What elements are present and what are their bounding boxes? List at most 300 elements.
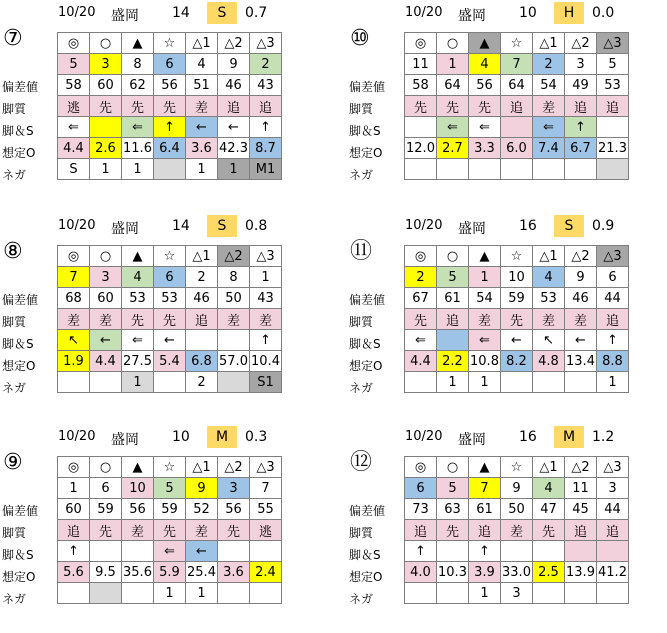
deviation-cell: 51 (186, 75, 218, 96)
negative-cell: 1 (90, 159, 122, 180)
row-label (2, 456, 56, 478)
deviation-cell: 58 (58, 75, 90, 96)
running-style-cell: 先 (90, 520, 122, 541)
row-label (349, 267, 403, 289)
negative-cell: 1 (122, 159, 154, 180)
running-style-cell: 先 (405, 309, 437, 330)
expected-odds-cell: 4.4 (405, 351, 437, 372)
race-number: ⑫ (350, 450, 373, 475)
negative-cell (405, 159, 437, 180)
race-block-10 (347, 0, 667, 208)
race-number: ⑪ (350, 239, 373, 264)
horse-number-cell: 7 (250, 478, 282, 499)
race-header (0, 4, 330, 24)
expected-odds-cell: 10.8 (469, 351, 501, 372)
deviation-cell: 50 (501, 499, 533, 520)
horse-number-row (405, 54, 629, 75)
negative-cell (405, 583, 437, 604)
race-number: ⑩ (350, 26, 370, 51)
row-label: 脚＆S (2, 548, 34, 562)
deviation-cell: 60 (58, 499, 90, 520)
running-style-row (58, 309, 282, 330)
running-style-cell: 先 (533, 520, 565, 541)
race-table (404, 32, 629, 180)
horse-number-cell: 9 (218, 54, 250, 75)
leg-speed-row (58, 117, 282, 138)
leg-speed-cell: ← (186, 541, 218, 562)
horse-number-row (405, 267, 629, 288)
expected-odds-cell: 57.0 (218, 351, 250, 372)
leg-speed-cell (122, 541, 154, 562)
leg-speed-cell (90, 541, 122, 562)
expected-odds-cell: 6.0 (501, 138, 533, 159)
horse-number-cell: 5 (597, 54, 629, 75)
expected-odds-cell: 3.6 (186, 138, 218, 159)
leg-speed-row (405, 541, 629, 562)
race-number: ⑧ (3, 239, 23, 264)
running-style-row (58, 520, 282, 541)
negative-cell (501, 159, 533, 180)
horse-number-row (58, 267, 282, 288)
race-number: ⑨ (3, 450, 23, 475)
mark-cell: ○ (437, 246, 469, 267)
leg-speed-cell (501, 117, 533, 138)
leg-speed-cell: ← (154, 330, 186, 351)
horse-number-cell: 9 (565, 267, 597, 288)
mark-cell: △1 (186, 246, 218, 267)
deviation-cell: 46 (186, 288, 218, 309)
negative-row (405, 159, 629, 180)
expected-odds-cell: 5.6 (58, 562, 90, 583)
running-style-cell: 先 (437, 520, 469, 541)
mark-cell: ▲ (469, 246, 501, 267)
running-style-cell: 差 (58, 309, 90, 330)
deviation-cell: 47 (533, 499, 565, 520)
negative-cell (565, 583, 597, 604)
deviation-cell: 53 (122, 288, 154, 309)
mark-cell: △1 (533, 457, 565, 478)
running-style-row (58, 96, 282, 117)
race-venue: 盛岡 (111, 432, 139, 448)
race-table (57, 245, 282, 393)
mark-cell: △3 (597, 33, 629, 54)
leg-speed-cell (218, 541, 250, 562)
leg-speed-cell (250, 541, 282, 562)
row-label (2, 478, 56, 500)
expected-odds-cell: 42.3 (218, 138, 250, 159)
race-venue: 盛岡 (458, 432, 486, 448)
negative-cell (154, 372, 186, 393)
track-condition-badge: S (207, 215, 237, 237)
race-date: 10/20 (58, 429, 96, 444)
row-label (2, 267, 56, 289)
row-labels (2, 32, 56, 186)
expected-odds-cell: 2.5 (533, 562, 565, 583)
expected-odds-cell: 11.6 (122, 138, 154, 159)
negative-row (58, 583, 282, 604)
track-condition-badge: S (207, 2, 237, 24)
running-style-row (405, 309, 629, 330)
race-venue: 盛岡 (458, 8, 486, 24)
negative-cell: 1 (597, 372, 629, 393)
track-value: 1.2 (592, 429, 615, 445)
negative-cell (597, 583, 629, 604)
row-label: 偏差値 (349, 504, 386, 518)
mark-cell: △3 (250, 457, 282, 478)
mark-cell: △1 (186, 33, 218, 54)
horse-number-cell: 4 (469, 54, 501, 75)
expected-odds-cell: 6.8 (186, 351, 218, 372)
mark-cell: ○ (90, 457, 122, 478)
row-labels (349, 456, 403, 610)
race-block-7 (0, 0, 330, 208)
leg-speed-row (405, 117, 629, 138)
deviation-cell: 59 (154, 499, 186, 520)
expected-odds-cell: 7.4 (533, 138, 565, 159)
expected-odds-cell: 1.9 (58, 351, 90, 372)
horse-number-cell: 10 (122, 478, 154, 499)
mark-cell: △3 (597, 246, 629, 267)
row-label: 想定O (349, 146, 383, 160)
mark-cell: ☆ (154, 246, 186, 267)
mark-cell: ☆ (154, 457, 186, 478)
horse-number-cell: 4 (186, 54, 218, 75)
expected-odds-cell: 3.9 (469, 562, 501, 583)
running-style-cell: 追 (597, 309, 629, 330)
deviation-cell: 60 (90, 288, 122, 309)
leg-speed-cell (597, 117, 629, 138)
leg-speed-cell: ← (501, 330, 533, 351)
leg-speed-cell: ↑ (58, 541, 90, 562)
row-label (2, 32, 56, 54)
expected-odds-cell: 6.7 (565, 138, 597, 159)
track-condition-badge: M (207, 426, 237, 448)
horse-number-cell: 3 (218, 478, 250, 499)
horse-number-cell: 3 (597, 478, 629, 499)
row-label: ネガ (2, 381, 27, 395)
leg-speed-cell: ⇐ (437, 117, 469, 138)
mark-cell: ◎ (58, 246, 90, 267)
row-label: 偏差値 (2, 293, 39, 307)
race-header (347, 428, 667, 448)
running-style-cell: 追 (218, 96, 250, 117)
deviation-row (58, 288, 282, 309)
negative-cell: S1 (250, 372, 282, 393)
row-labels (2, 245, 56, 399)
leg-speed-cell (533, 541, 565, 562)
deviation-row (405, 499, 629, 520)
leg-speed-cell (437, 330, 469, 351)
deviation-cell: 49 (565, 75, 597, 96)
race-date: 10/20 (58, 5, 96, 20)
negative-cell (90, 372, 122, 393)
horse-number-cell: 6 (597, 267, 629, 288)
horse-number-cell: 7 (469, 478, 501, 499)
horse-number-cell: 5 (437, 478, 469, 499)
negative-cell (565, 372, 597, 393)
running-style-row (405, 520, 629, 541)
leg-speed-cell: ← (186, 117, 218, 138)
horse-number-cell: 7 (58, 267, 90, 288)
horse-number-cell: 6 (90, 478, 122, 499)
negative-cell (437, 583, 469, 604)
mark-cell: △1 (533, 246, 565, 267)
mark-cell: △2 (218, 457, 250, 478)
row-label: 想定O (349, 359, 383, 373)
leg-speed-cell: ↑ (597, 330, 629, 351)
mark-cell: △1 (186, 457, 218, 478)
negative-cell: M1 (250, 159, 282, 180)
negative-cell: 1 (218, 159, 250, 180)
expected-odds-cell: 35.6 (122, 562, 154, 583)
mark-cell: ▲ (122, 246, 154, 267)
row-label: 脚質 (349, 315, 374, 329)
horse-number-cell: 4 (533, 267, 565, 288)
leg-speed-cell: ← (90, 330, 122, 351)
horse-number-cell: 11 (565, 478, 597, 499)
race-table (404, 456, 629, 604)
leg-speed-cell: ↑ (154, 117, 186, 138)
mark-cell: △3 (250, 33, 282, 54)
running-style-cell: 先 (122, 309, 154, 330)
deviation-cell: 62 (122, 75, 154, 96)
race-header (347, 217, 667, 237)
race-table (57, 32, 282, 180)
negative-cell: S (58, 159, 90, 180)
negative-cell (597, 159, 629, 180)
negative-cell (154, 159, 186, 180)
track-value: 0.3 (245, 429, 268, 445)
deviation-cell: 73 (405, 499, 437, 520)
leg-speed-cell: ⇐ (469, 117, 501, 138)
mark-cell: ○ (437, 457, 469, 478)
negative-row (405, 583, 629, 604)
horse-number-cell: 2 (405, 267, 437, 288)
track-condition-badge: M (554, 426, 584, 448)
negative-cell: 1 (469, 583, 501, 604)
race-date: 10/20 (58, 218, 96, 233)
deviation-cell: 53 (597, 75, 629, 96)
mark-row (58, 246, 282, 267)
running-style-cell: 追 (437, 309, 469, 330)
running-style-cell: 先 (501, 309, 533, 330)
row-labels (349, 32, 403, 186)
expected-odds-cell: 4.4 (90, 351, 122, 372)
negative-cell (533, 583, 565, 604)
leg-speed-cell: ⇐ (58, 117, 90, 138)
deviation-cell: 59 (90, 499, 122, 520)
row-label (349, 245, 403, 267)
race-table (404, 245, 629, 393)
mark-cell: △2 (218, 33, 250, 54)
expected-odds-cell: 4.8 (533, 351, 565, 372)
deviation-row (405, 288, 629, 309)
mark-cell: △2 (565, 457, 597, 478)
running-style-cell: 逃 (250, 520, 282, 541)
running-style-cell: 追 (469, 520, 501, 541)
horse-number-cell: 5 (154, 478, 186, 499)
leg-speed-cell: ⇐ (405, 330, 437, 351)
deviation-cell: 55 (250, 499, 282, 520)
deviation-cell: 53 (533, 288, 565, 309)
row-label: 偏差値 (349, 293, 386, 307)
deviation-cell: 61 (469, 499, 501, 520)
negative-cell: 3 (501, 583, 533, 604)
running-style-row (405, 96, 629, 117)
leg-speed-cell: ⇐ (154, 541, 186, 562)
row-label (349, 32, 403, 54)
row-label: ネガ (2, 592, 27, 606)
negative-cell: 1 (122, 372, 154, 393)
deviation-cell: 58 (405, 75, 437, 96)
race-header (347, 4, 667, 24)
expected-odds-cell: 5.4 (154, 351, 186, 372)
running-style-cell: 差 (250, 309, 282, 330)
negative-cell: 1 (186, 583, 218, 604)
race-date: 10/20 (405, 218, 443, 233)
race-venue: 盛岡 (111, 8, 139, 24)
running-style-cell: 先 (437, 96, 469, 117)
expected-odds-cell: 33.0 (501, 562, 533, 583)
runner-count: 16 (519, 429, 537, 445)
track-value: 0.9 (592, 218, 615, 234)
leg-speed-cell (437, 541, 469, 562)
negative-cell: 1 (437, 372, 469, 393)
row-label: 脚＆S (2, 124, 34, 138)
row-label: 偏差値 (2, 504, 39, 518)
leg-speed-cell (565, 541, 597, 562)
running-style-cell: 差 (122, 520, 154, 541)
expected-odds-cell: 3.3 (469, 138, 501, 159)
negative-cell (250, 583, 282, 604)
row-label: 脚質 (2, 315, 27, 329)
expected-odds-cell: 10.4 (250, 351, 282, 372)
deviation-cell: 64 (501, 75, 533, 96)
expected-odds-cell: 6.4 (154, 138, 186, 159)
mark-cell: △3 (250, 246, 282, 267)
row-label (349, 54, 403, 76)
race-block-12 (347, 424, 667, 632)
horse-number-cell: 3 (565, 54, 597, 75)
expected-odds-cell: 12.0 (405, 138, 437, 159)
horse-number-cell: 9 (501, 478, 533, 499)
row-label: 脚質 (2, 526, 27, 540)
leg-speed-row (58, 541, 282, 562)
expected-odds-cell: 25.4 (186, 562, 218, 583)
deviation-cell: 44 (597, 499, 629, 520)
expected-odds-cell: 2.7 (437, 138, 469, 159)
expected-odds-cell: 4.0 (405, 562, 437, 583)
row-label: ネガ (349, 381, 374, 395)
running-style-cell: 先 (122, 96, 154, 117)
expected-odds-cell: 41.2 (597, 562, 629, 583)
horse-number-cell: 4 (122, 267, 154, 288)
negative-row (58, 159, 282, 180)
expected-odds-row (405, 351, 629, 372)
expected-odds-row (58, 138, 282, 159)
running-style-cell: 先 (154, 96, 186, 117)
horse-number-cell: 10 (501, 267, 533, 288)
row-label: ネガ (2, 168, 27, 182)
mark-cell: △3 (597, 457, 629, 478)
mark-cell: ◎ (58, 33, 90, 54)
running-style-cell: 追 (250, 96, 282, 117)
leg-speed-cell (405, 117, 437, 138)
race-date: 10/20 (405, 5, 443, 20)
race-block-11 (347, 213, 667, 421)
leg-speed-cell: ⇐ (122, 117, 154, 138)
negative-cell: 2 (186, 372, 218, 393)
horse-number-cell: 2 (250, 54, 282, 75)
running-style-cell: 追 (565, 96, 597, 117)
horse-number-cell: 5 (437, 267, 469, 288)
expected-odds-cell: 13.4 (565, 351, 597, 372)
row-label (2, 245, 56, 267)
deviation-cell: 43 (250, 288, 282, 309)
row-label: 想定O (349, 570, 383, 584)
negative-cell (501, 372, 533, 393)
mark-row (58, 33, 282, 54)
expected-odds-cell: 10.3 (437, 562, 469, 583)
running-style-cell: 差 (501, 520, 533, 541)
track-value: 0.0 (592, 5, 615, 21)
running-style-cell: 先 (218, 520, 250, 541)
horse-number-cell: 6 (154, 267, 186, 288)
running-style-cell: 差 (533, 309, 565, 330)
negative-cell: 1 (154, 583, 186, 604)
expected-odds-cell: 2.4 (250, 562, 282, 583)
negative-cell (565, 159, 597, 180)
leg-speed-cell (186, 330, 218, 351)
leg-speed-cell: ↑ (565, 117, 597, 138)
race-venue: 盛岡 (458, 221, 486, 237)
deviation-cell: 56 (122, 499, 154, 520)
leg-speed-cell (501, 541, 533, 562)
row-label (2, 54, 56, 76)
race-block-9 (0, 424, 330, 632)
negative-cell (218, 372, 250, 393)
leg-speed-cell: ⇐ (122, 330, 154, 351)
expected-odds-cell: 4.4 (58, 138, 90, 159)
horse-number-cell: 5 (58, 54, 90, 75)
expected-odds-cell: 21.3 (597, 138, 629, 159)
race-header (0, 428, 330, 448)
row-label (349, 478, 403, 500)
running-style-cell: 差 (533, 96, 565, 117)
leg-speed-cell: ↖ (58, 330, 90, 351)
horse-number-row (58, 478, 282, 499)
track-value: 0.8 (245, 218, 268, 234)
deviation-cell: 43 (250, 75, 282, 96)
leg-speed-cell: ↖ (533, 330, 565, 351)
negative-cell (122, 583, 154, 604)
mark-cell: ☆ (501, 246, 533, 267)
row-label (349, 456, 403, 478)
horse-number-cell: 8 (122, 54, 154, 75)
mark-cell: ▲ (469, 457, 501, 478)
expected-odds-cell: 9.5 (90, 562, 122, 583)
leg-speed-cell: ↑ (405, 541, 437, 562)
running-style-cell: 追 (597, 96, 629, 117)
leg-speed-cell: ← (565, 330, 597, 351)
row-label: 脚＆S (2, 337, 34, 351)
deviation-cell: 50 (218, 288, 250, 309)
running-style-cell: 差 (565, 309, 597, 330)
race-block-8 (0, 213, 330, 421)
leg-speed-cell: ← (218, 117, 250, 138)
mark-cell: ○ (90, 246, 122, 267)
running-style-cell: 追 (597, 520, 629, 541)
